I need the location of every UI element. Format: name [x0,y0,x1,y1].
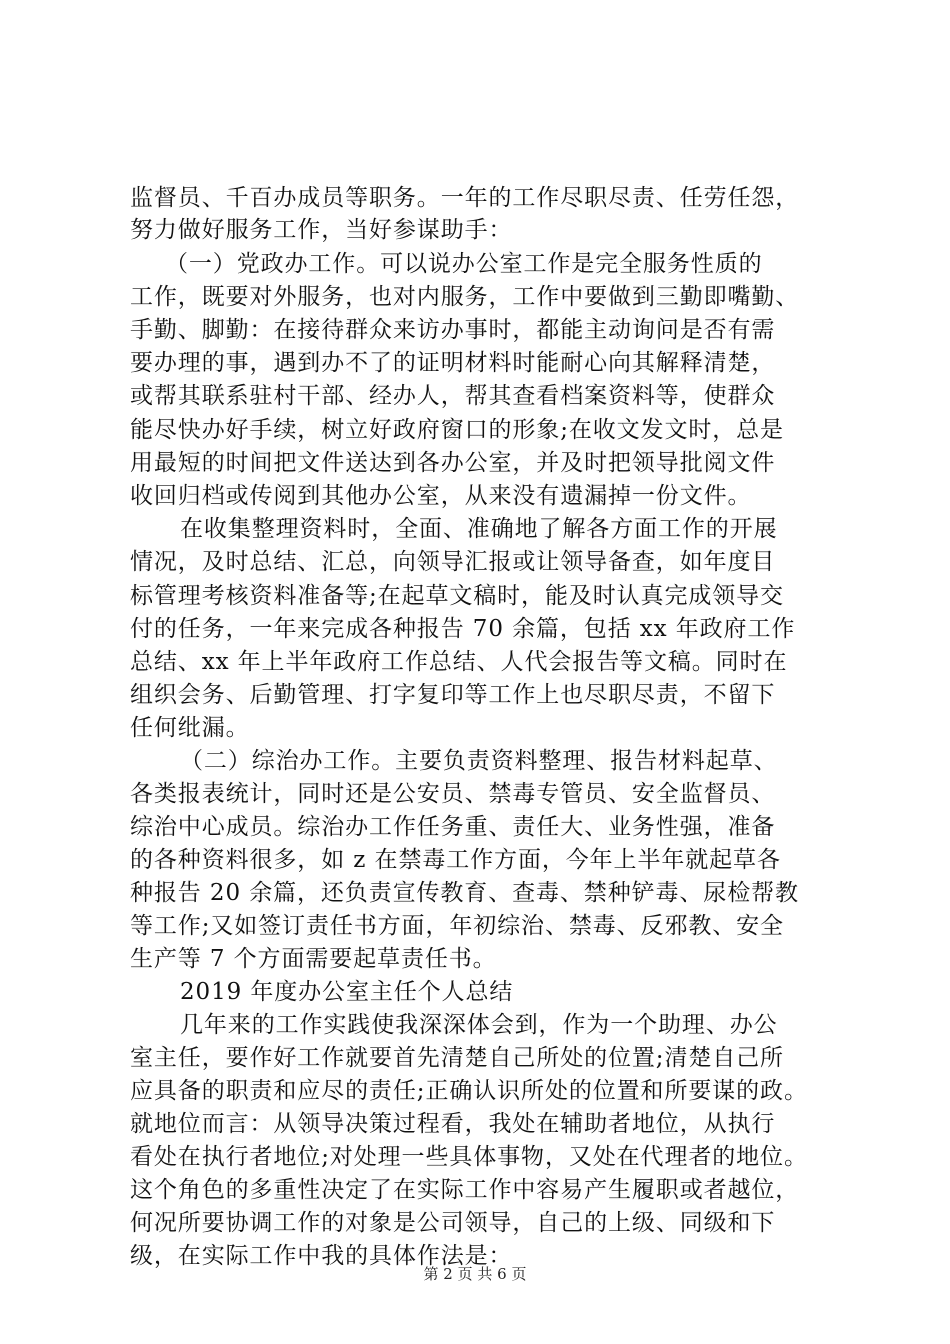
paragraph-start-line: 在收集整理资料时，全面、准确地了解各方面工作的开展 [180,516,778,542]
body-text-line: 生产等 7 个方面需要起草责任书。 [130,946,497,972]
body-text-line: 看处在执行者地位;对处理一些具体事物，又处在代理者的地位。 [130,1144,808,1170]
page-number-footer: 第 2 页 共 6 页 [423,1265,527,1283]
body-text-line: 何况所要协调工作的对象是公司领导，自己的上级、同级和下 [130,1210,776,1236]
body-text-line: 或帮其联系驻村干部、经办人，帮其查看档案资料等，使群众 [130,383,776,409]
body-text-line: 任何纰漏。 [130,715,250,741]
body-text-line: 组织会务、后勤管理、打字复印等工作上也尽职尽责，不留下 [130,682,776,708]
body-text-line: 能尽快办好手续，树立好政府窗口的形象;在收文发文时，总是 [130,417,784,443]
body-text-line: 总结、xx 年上半年政府工作总结、人代会报告等文稿。同时在 [130,649,788,675]
body-text-line: 这个角色的多重性决定了在实际工作中容易产生履职或者越位， [130,1177,800,1203]
body-text-line: 标管理考核资料准备等;在起草文稿时，能及时认真完成领导交 [130,583,784,609]
body-text-line: 等工作;又如签订责任书方面，年初综治、禁毒、反邪教、安全 [130,913,784,939]
body-text-line: 就地位而言：从领导决策过程看，我处在辅助者地位，从执行 [130,1111,776,1137]
body-text-line: 种报告 20 余篇，还负责宣传教育、查毒、禁种铲毒、尿检帮教 [130,880,799,906]
body-text-line: 努力做好服务工作，当好参谋助手： [130,217,513,243]
body-text-line: 各类报表统计，同时还是公安员、禁毒专管员、安全监督员、 [130,781,776,807]
body-text-line: 情况，及时总结、汇总，向领导汇报或让领导备查，如年度目 [130,549,776,575]
body-text-line: 监督员、千百办成员等职务。一年的工作尽职尽责、任劳任怨， [130,185,800,211]
body-text-line: 综治中心成员。综治办工作任务重、责任大、业务性强，准备 [130,814,776,840]
body-text-line: 室主任，要作好工作就要首先清楚自己所处的位置;清楚自己所 [130,1045,784,1071]
body-text-line: 要办理的事，遇到办不了的证明材料时能耐心向其解释清楚， [130,350,776,376]
section-heading-line: （一）党政办工作。可以说办公室工作是完全服务性质的 [165,251,763,277]
document-title: 2019 年度办公室主任个人总结 [180,979,514,1005]
paragraph-start-line: 几年来的工作实践使我深深体会到，作为一个助理、办公 [180,1012,778,1038]
body-text-line: 工作，既要对外服务，也对内服务，工作中要做到三勤即嘴勤、 [130,284,800,310]
body-text-line: 手勤、脚勤：在接待群众来访办事时，都能主动询问是否有需 [130,317,776,343]
section-heading-line: （二）综治办工作。主要负责资料整理、报告材料起草、 [180,748,778,774]
body-text-line: 的各种资料很多，如 z 在禁毒工作方面，今年上半年就起草各 [130,847,781,873]
body-text-line: 级，在实际工作中我的具体作法是： [130,1243,513,1269]
body-text-line: 应具备的职责和应尽的责任;正确认识所处的位置和所要谋的政。 [130,1078,808,1104]
body-text-line: 收回归档或传阅到其他办公室，从来没有遗漏掉一份文件。 [130,483,752,509]
body-text-line: 付的任务，一年来完成各种报告 70 余篇，包括 xx 年政府工作 [130,616,796,642]
body-text-line: 用最短的时间把文件送达到各办公室，并及时把领导批阅文件 [130,450,776,476]
